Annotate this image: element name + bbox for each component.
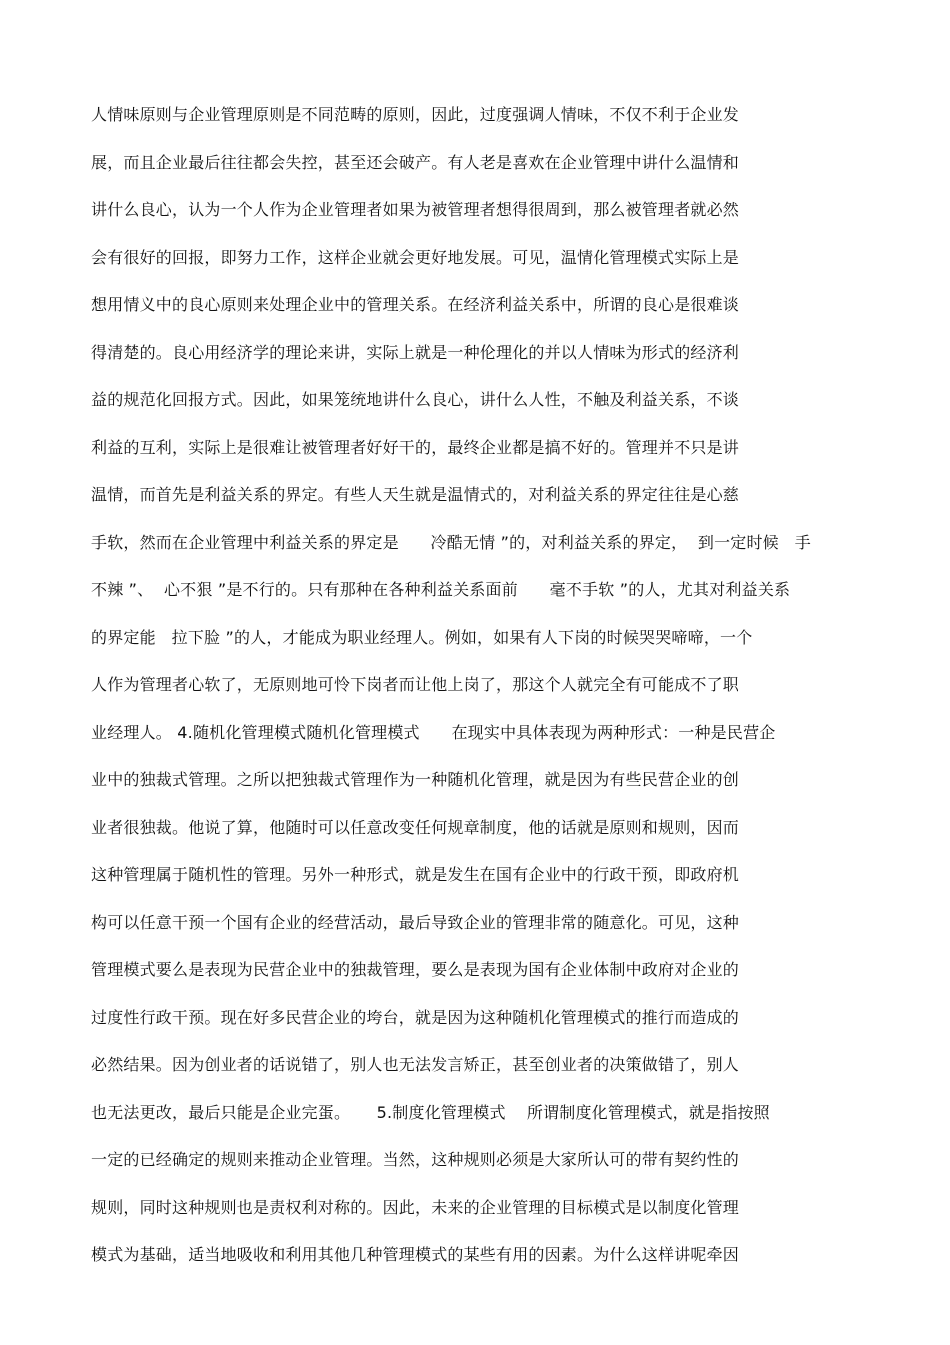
- text-line: 利益的互利，实际上是很难让被管理者好好干的，最终企业都是搞不好的。管理并不只是讲: [91, 437, 740, 457]
- text-line: 构可以任意干预一个国有企业的经营活动，最后导致企业的管理非常的随意化。可见，这种: [91, 912, 740, 932]
- text-line: 过度性行政干预。现在好多民营企业的垮台，就是因为这种随机化管理模式的推行而造成的: [91, 1007, 740, 1027]
- text-line: 会有很好的回报，即努力工作，这样企业就会更好地发展。可见，温情化管理模式实际上是: [91, 247, 740, 267]
- text-line: 规则，同时这种规则也是责权利对称的。因此，未来的企业管理的目标模式是以制度化管理: [91, 1197, 740, 1217]
- text-line: 人作为管理者心软了，无原则地可怜下岗者而让他上岗了，那这个人就完全有可能成不了职: [91, 675, 740, 694]
- text-line: 手软，然而在企业管理中利益关系的界定是 冷酷无情 ”的，对利益关系的界定， 到一定时候 手: [91, 532, 811, 552]
- text-line: 也无法更改，最后只能是企业完蛋。 5.制度化管理模式 所谓制度化管理模式，就是指按照: [91, 1102, 770, 1122]
- text-line: 这种管理属于随机性的管理。另外一种形式，就是发生在国有企业中的行政干预，即政府机: [91, 865, 740, 884]
- text-line: 一定的已经确定的规则来推动企业管理。当然，这种规则必须是大家所认可的带有契约性的: [91, 1150, 740, 1169]
- text-line: 温情，而首先是利益关系的界定。有些人天生就是温情式的，对利益关系的界定往往是心慈: [91, 485, 740, 504]
- text-line: 业中的独裁式管理。之所以把独裁式管理作为一种随机化管理，就是因为有些民营企业的创: [91, 770, 740, 789]
- text-line: 不辣 ”、 心不狠 ”是不行的。只有那种在各种利益关系面前 毫不手软 ”的人，尤其对利益关系: [91, 580, 791, 599]
- text-line: 业者很独裁。他说了算，他随时可以任意改变任何规章制度，他的话就是原则和规则，因而: [91, 817, 740, 837]
- text-line: 模式为基础，适当地吸收和利用其他几种管理模式的某些有用的因素。为什么这样讲呢牵因: [91, 1245, 740, 1264]
- text-line: 业经理人。 4.随机化管理模式随机化管理模式 在现实中具体表现为两种形式：一种是民营企: [91, 722, 776, 742]
- text-line: 必然结果。因为创业者的话说错了，别人也无法发言矫正，甚至创业者的决策做错了，别人: [91, 1055, 740, 1074]
- text-line: 得清楚的。良心用经济学的理论来讲，实际上就是一种伦理化的并以人情味为形式的经济利: [91, 342, 740, 362]
- text-line: 展，而且企业最后往往都会失控，甚至还会破产。有人老是喜欢在企业管理中讲什么温情和: [91, 152, 740, 172]
- text-line: 的界定能 拉下脸 ”的人，才能成为职业经理人。例如，如果有人下岗的时候哭哭啼啼，一个: [91, 627, 753, 647]
- text-line: 人情味原则与企业管理原则是不同范畴的原则，因此，过度强调人情味，不仅不利于企业发: [91, 105, 740, 124]
- text-line: 益的规范化回报方式。因此，如果笼统地讲什么良心，讲什么人性，不触及利益关系，不谈: [91, 390, 740, 409]
- text-line: 想用情义中的良心原则来处理企业中的管理关系。在经济利益关系中，所谓的良心是很难谈: [91, 295, 740, 314]
- body-text: [91, 100, 871, 1288]
- text-line: 管理模式要么是表现为民营企业中的独裁管理，要么是表现为国有企业体制中政府对企业的: [91, 960, 740, 979]
- text-line: 讲什么良心，认为一个人作为企业管理者如果为被管理者想得很周到，那么被管理者就必然: [91, 200, 740, 219]
